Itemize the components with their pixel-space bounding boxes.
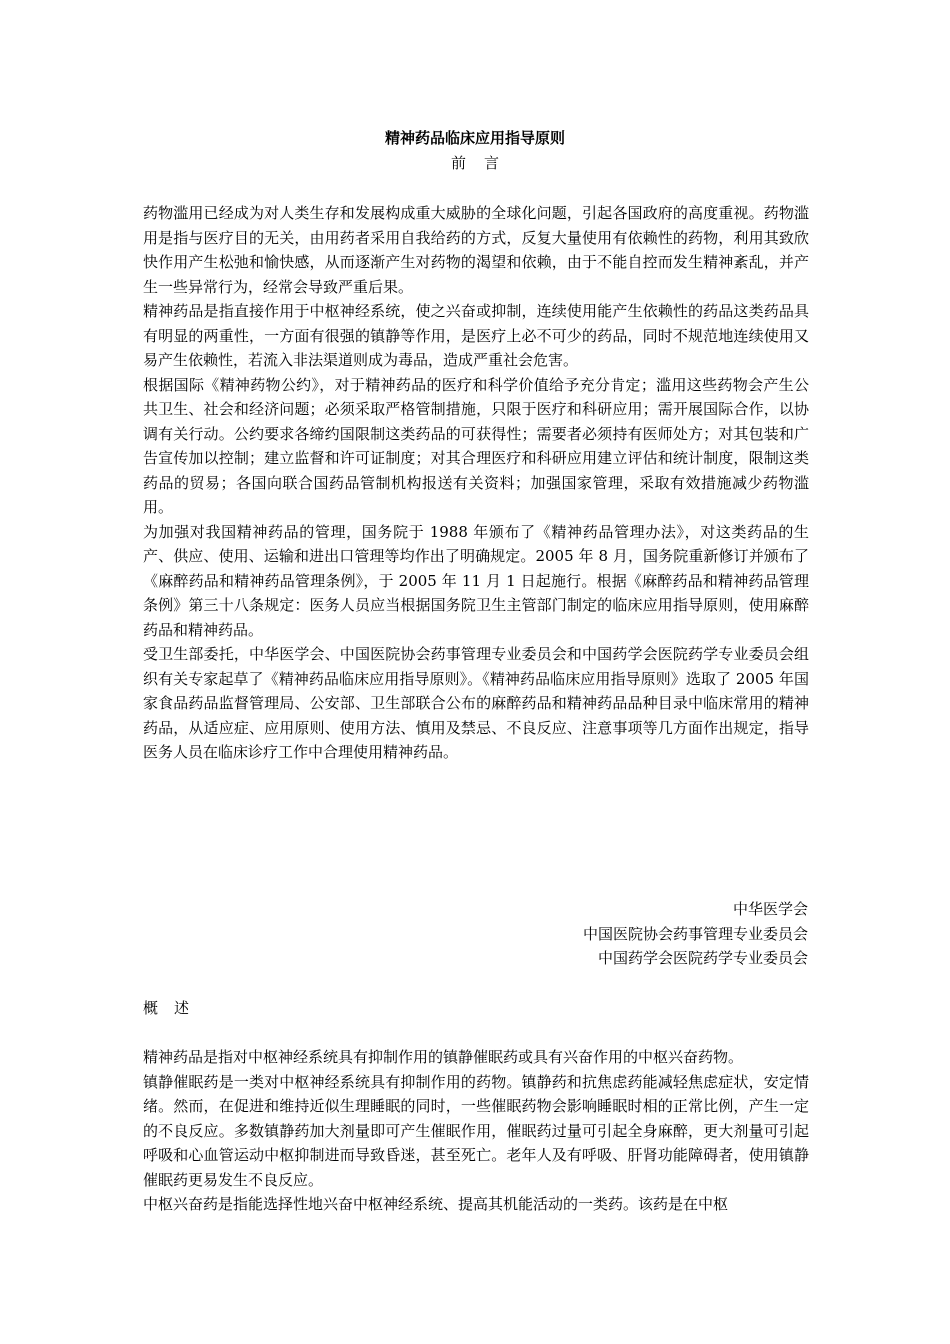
signatory-line: 中国医院协会药事管理专业委员会 <box>582 924 808 943</box>
document-title: 精神药品临床应用指导原则 <box>384 129 565 147</box>
preface-paragraph: 受卫生部委托，中华医学会、中国医院协会药事管理专业委员会和中国药学会医院药学专业委员会组织有关专家起草了《精神药品临床应用指导原则》。《精神药品临床应用指导原则》选取了 2005 年国家食品药品监督管理局、公安部、卫生部联合公布的麻醉药品和精神药品品种目录中临床常用的精神药品，从适应症、应用原则、使用方法、慎用及禁忌、不良反应、注意事项等几方面作出规定，指导医务人员在临床诊疗工作中合理使用精神药品。 <box>143 645 809 761</box>
preface-paragraph: 为加强对我国精神药品的管理，国务院于 1988 年颁布了《精神药品管理办法》，对这类药品的生产、供应、使用、运输和进出口管理等均作出了明确规定。2005 年 8 月，国务院重新修订并颁布了《麻醉药品和精神药品管理条例》，于 2005 年 11 月 1 日起施行。根据《麻醉药品和精神药品管理条例》第三十八条规定：医务人员应当根据国务院卫生主管部门制定的临床应用指导原则，使用麻醉药品和精神药品。 <box>143 522 809 639</box>
overview-heading: 概述 <box>143 999 206 1017</box>
overview-paragraph: 中枢兴奋药是指能选择性地兴奋中枢神经系统、提高其机能活动的一类药。该药是在中枢 <box>143 1195 729 1213</box>
preface-paragraph: 根据国际《精神药物公约》，对于精神药品的医疗和科学价值给予充分肯定；滥用这些药物会产生公共卫生、社会和经济问题；必须采取严格管制措施，只限于医疗和科研应用；需开展国际合作，以协调有关行动。公约要求各缔约国限制这类药品的可获得性；需要者必须持有医师处方；对其包装和广告宣传加以控制；建立监督和许可证制度；对其合理医疗和科研应用建立评估和统计制度，限制这类药品的贸易；各国向联合国药品管制机构报送有关资料；加强国家管理，采取有效措施减少药物滥用。 <box>143 375 809 516</box>
preface-paragraph: 药物滥用已经成为对人类生存和发展构成重大威胁的全球化问题，引起各国政府的高度重视。药物滥用是指与医疗目的无关，由用药者采用自我给药的方式，反复大量使用有依赖性的药物，利用其致欣快作用产生松弛和愉快感，从而逐渐产生对药物的渴望和依赖，由于不能自控而发生精神紊乱，并产生一些异常行为，经常会导致严重后果。 <box>143 204 809 296</box>
signatory-line: 中国药学会医院药学专业委员会 <box>597 949 808 967</box>
preface-body <box>143 201 809 765</box>
signature-block <box>143 897 808 971</box>
overview-paragraph: 镇静催眠药是一类对中枢神经系统具有抑制作用的药物。镇静药和抗焦虑药能减轻焦虑症状，安定情绪。然而，在促进和维持近似生理睡眠的同时，一些催眠药物会影响睡眠时相的正常比例，产生一定的不良反应。多数镇静药加大剂量即可产生催眠作用，催眠药过量可引起全身麻醉，更大剂量可引起呼吸和心血管运动中枢抑制进而导致昏迷，甚至死亡。老年人及有呼吸、肝肾功能障碍者，使用镇静催眠药更易发生不良反应。 <box>143 1072 809 1189</box>
preface-paragraph: 精神药品是指直接作用于中枢神经系统，使之兴奋或抑制，连续使用能产生依赖性的药品这类药品具有明显的两重性，一方面有很强的镇静等作用，是医疗上必不可少的药品，同时不规范地连续使用又易产生依赖性，若流入非法渠道则成为毒品，造成严重社会危害。 <box>143 302 809 369</box>
overview-body <box>143 1045 809 1217</box>
overview-paragraph: 精神药品是指对中枢神经系统具有抑制作用的镇静催眠药或具有兴奋作用的中枢兴奋药物。 <box>143 1048 744 1066</box>
preface-heading: 前言 <box>450 154 517 172</box>
signatory-line: 中华医学会 <box>732 900 808 918</box>
